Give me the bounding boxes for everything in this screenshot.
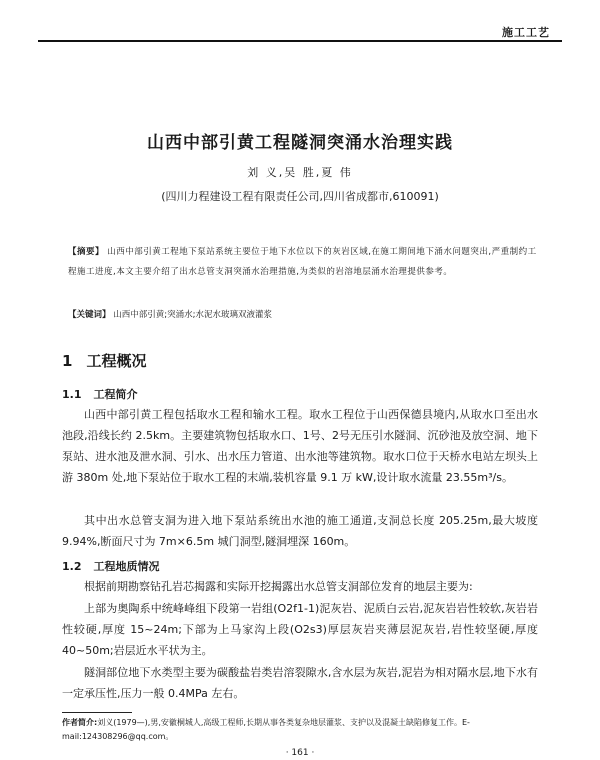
section-number: 1.1 <box>62 388 82 401</box>
paragraph: 根据前期勘察钻孔岩芯揭露和实际开挖揭露出水总管支洞部位发育的地层主要为: <box>84 580 473 593</box>
section-number: 1 <box>62 352 73 370</box>
section-title: 工程概况 <box>86 352 147 370</box>
author-footnote <box>62 716 538 744</box>
footnote-text: 刘义(1979—),男,安徽桐城人,高级工程师,长期从事各类复杂地层灌浆、支护以及混凝土缺陷修复工作。E-mail:124308296@qq.com。 <box>62 718 470 741</box>
section-tag: 施工工艺 <box>502 26 550 39</box>
paragraph: 上部为奥陶系中统峰峰组下段第一岩组(O2f1-1)泥灰岩、泥质白云岩,泥灰岩岩性较软,灰岩岩性较硬,厚度 15~24m;下部为上马家沟上段(O2s3)厚层灰岩夹薄层泥灰岩,岩性较坚硬,厚度 40~50m;岩层近水平状为主。 <box>62 602 538 657</box>
keywords <box>68 308 538 322</box>
header-rule <box>38 40 562 42</box>
keywords-label: 【关键词】 <box>68 310 111 320</box>
authors: 刘 义,吴 胜,夏 伟 <box>247 166 353 179</box>
section-heading-1 <box>62 350 146 371</box>
section-number: 1.2 <box>62 560 82 573</box>
footnote-rule <box>62 712 132 713</box>
footnote-label: 作者简介: <box>62 718 98 727</box>
section-heading-1-2 <box>62 558 160 574</box>
abstract <box>68 242 538 282</box>
page-number: · 161 · <box>285 748 315 758</box>
section-title: 工程地质情况 <box>93 560 160 573</box>
section-heading-1-1 <box>62 386 138 402</box>
section-title: 工程简介 <box>93 388 138 401</box>
paragraph: 山西中部引黄工程包括取水工程和输水工程。取水工程位于山西保德县境内,从取水口至出水池段,沿线长约 2.5km。主要建筑物包括取水口、1号、2号无压引水隧洞、沉砂池及放空洞、地下泵站、进水池及泄水洞、引水、出水压力管道、出水池等建筑物。取水口位于天桥水电站左坝头上游 380m 处,地下泵站位于取水工程的末端,装机容量 9.1 万 kW,设计取水流量 23.55m³/s。 <box>62 408 538 484</box>
keywords-text: 山西中部引黄;突涌水;水泥水玻璃双液灌浆 <box>113 310 272 320</box>
paper-title: 山西中部引黄工程隧洞突涌水治理实践 <box>147 133 453 153</box>
paragraph: 隧洞部位地下水类型主要为碳酸盐岩类岩溶裂隙水,含水层为灰岩,泥岩为相对隔水层,地下水有一定承压性,压力一般 0.4MPa 左右。 <box>62 666 538 700</box>
affiliation: (四川力程建设工程有限责任公司,四川省成都市,610091) <box>161 190 439 203</box>
abstract-text: 山西中部引黄工程地下泵站系统主要位于地下水位以下的灰岩区域,在施工期间地下涌水问题突出,严重制约工程施工进度,本文主要介绍了出水总管支洞突涌水治理措施,为类似的岩溶地层涌水治理提供参考。 <box>68 247 537 277</box>
paragraph: 其中出水总管支洞为进入地下泵站系统出水池的施工通道,支洞总长度 205.25m,最大坡度 9.94%,断面尺寸为 7m×6.5m 城门洞型,隧洞埋深 160m。 <box>62 514 538 548</box>
abstract-label: 【摘要】 <box>68 247 105 257</box>
